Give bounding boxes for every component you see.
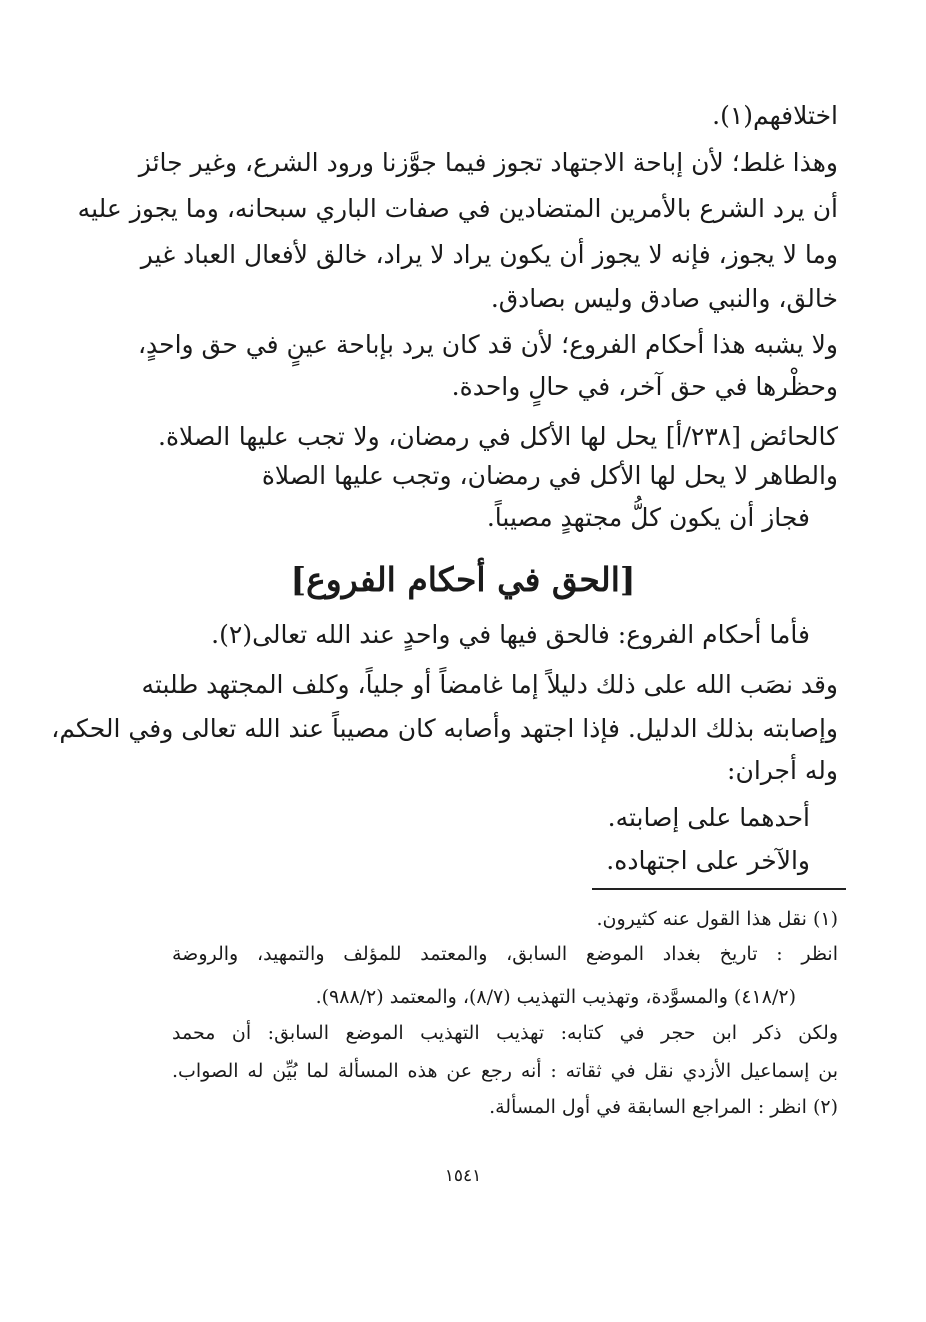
- section-heading: [الحق في أحكام الفروع]: [290, 560, 636, 599]
- text-line: فأما أحكام الفروع: فالحق فيها في واحدٍ عند الله تعالى(٢).: [211, 620, 810, 649]
- text-line: وحظْرها في حق آخر، في حالٍ واحدة.: [451, 372, 838, 401]
- text-line: وهذا غلط؛ لأن إباحة الاجتهاد تجوز فيما جوَّزنا ورود الشرع، وغير جائز: [138, 148, 838, 177]
- text-line: والطاهر لا يحل لها الأكل في رمضان، وتجب عليها الصلاة: [261, 461, 838, 490]
- footnote-line: (٢) انظر : المراجع السابقة في أول المسألة.: [489, 1096, 838, 1118]
- text-line: وما لا يجوز، فإنه لا يجوز أن يكون يراد لا يراد، خالق لأفعال العباد غير: [140, 240, 838, 269]
- text-line: كالحائض [٢٣٨/أ] يحل لها الأكل في رمضان، ولا تجب عليها الصلاة.: [158, 422, 838, 451]
- text-line: اختلافهم(١).: [712, 101, 838, 130]
- footnote-line: انظر : تاريخ بغداد الموضع السابق، والمعتمد للمؤلف والتمهيد، والروضة: [172, 943, 838, 965]
- footnote-line: ولكن ذكر ابن حجر في كتابه: تهذيب التهذيب الموضع السابق: أن محمد: [172, 1022, 838, 1044]
- page-number: ١٥٤١: [444, 1166, 482, 1186]
- footnote-line: (١) نقل هذا القول عنه كثيرون.: [596, 908, 838, 930]
- text-line: أن يرد الشرع بالأمرين المتضادين في صفات الباري سبحانه، وما يجوز عليه: [77, 194, 838, 223]
- text-line: أحدهما على إصابته.: [607, 803, 810, 832]
- text-line: وقد نصَب الله على ذلك دليلاً إما غامضاً أو جلياً، وكلف المجتهد طلبته: [141, 670, 838, 699]
- footnote-line: (٤١٨/٢) والمسوَّدة، وتهذيب التهذيب (٨/٧)، والمعتمد (٩٨٨/٢).: [315, 986, 796, 1008]
- text-line: وله أجران:: [727, 756, 838, 785]
- text-line: ولا يشبه هذا أحكام الفروع؛ لأن قد كان يرد بإباحة عينٍ في حق واحدٍ،: [137, 330, 838, 359]
- footnote-separator: [592, 888, 846, 890]
- text-line: خالق، والنبي صادق وليس بصادق.: [490, 284, 838, 313]
- text-line: وإصابته بذلك الدليل. فإذا اجتهد وأصابه كان مصيباً عند الله تعالى وفي الحكم،: [51, 714, 838, 743]
- text-line: والآخر على اجتهاده.: [606, 846, 810, 875]
- footnote-line: بن إسماعيل الأزدي نقل في ثقاته : أنه رجع عن هذه المسألة لما بُيِّن له الصواب.: [172, 1060, 838, 1082]
- text-line: فجاز أن يكون كلُّ مجتهدٍ مصيباً.: [486, 503, 810, 532]
